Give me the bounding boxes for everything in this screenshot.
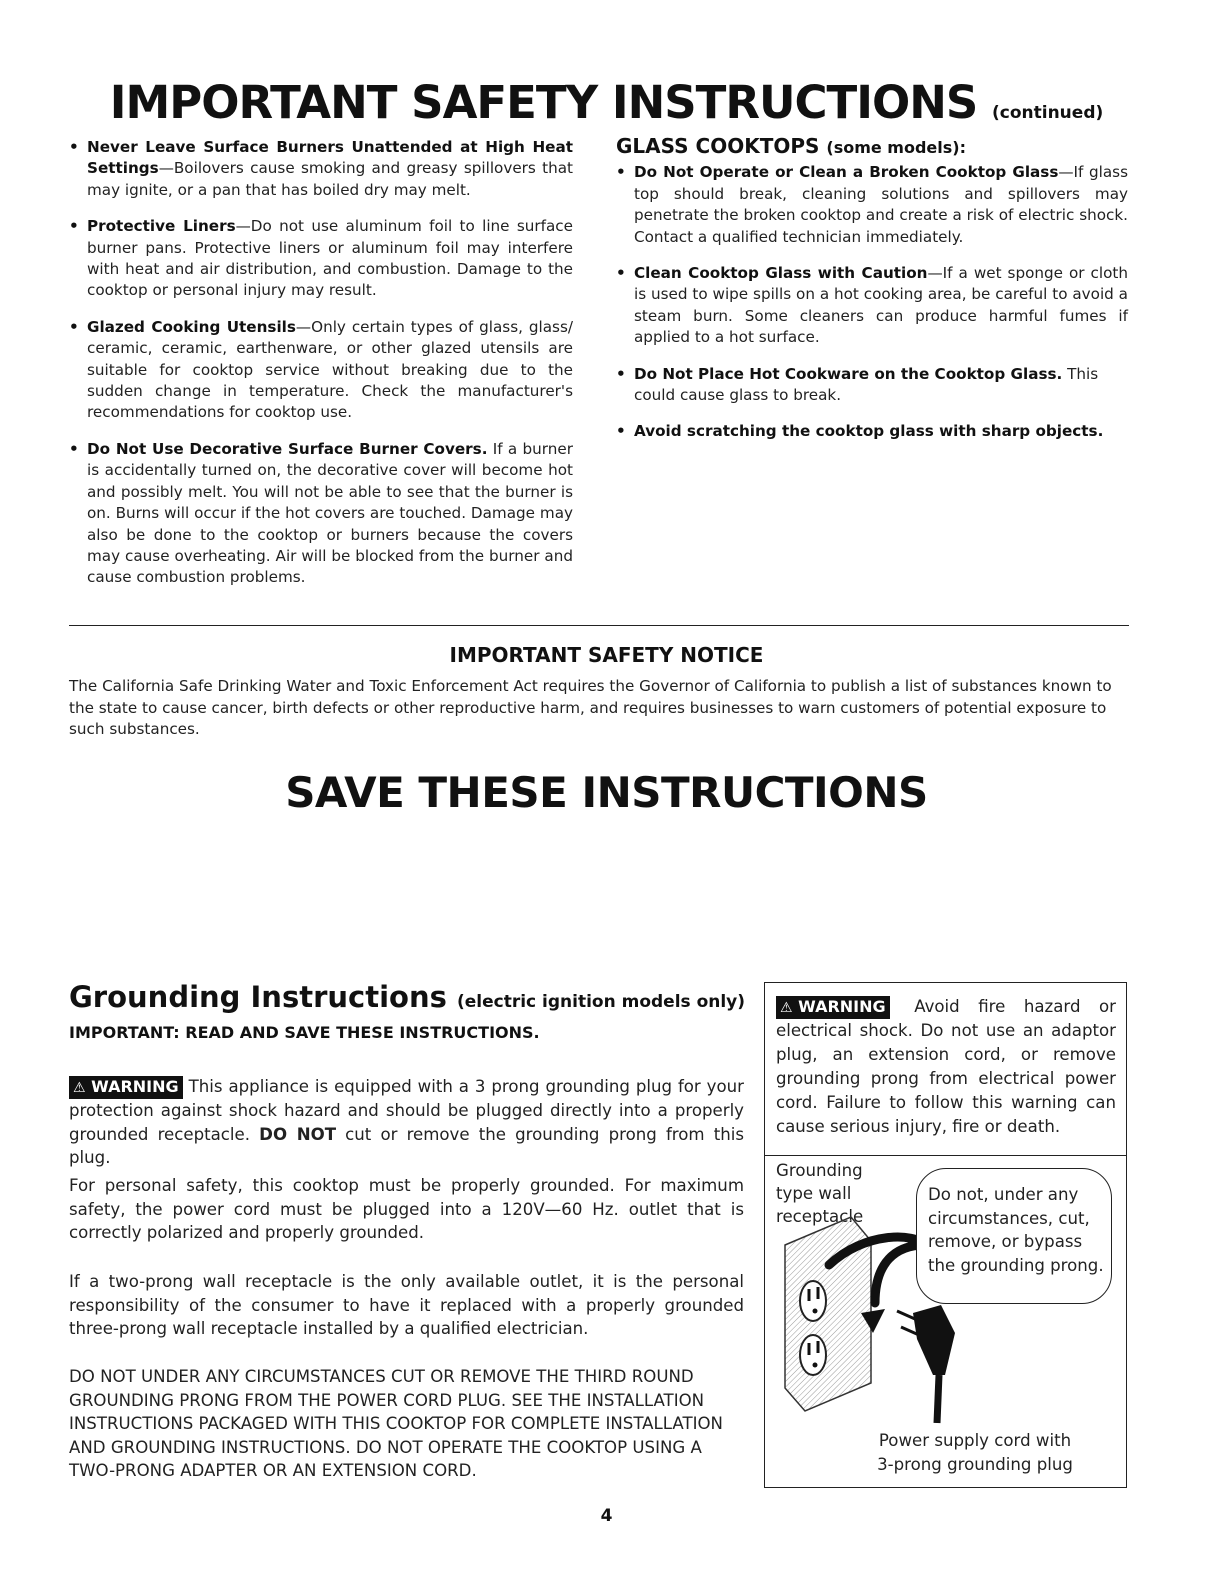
notice-text: The California Safe Drinking Water and Toxic Enforcement Act requires the Governor of California to publish a list of substances known to the state to cause cancer, birth defects or other reproductive harm, and requires businesses to warn customers of potential exposure to such substances. <box>69 677 1112 738</box>
grounding-callout: Do not, under any circumstances, cut, remove, or bypass the grounding prong. <box>916 1168 1112 1304</box>
save-instructions-title: SAVE THESE INSTRUCTIONS <box>285 768 928 817</box>
grounding-paragraph-4: DO NOT UNDER ANY CIRCUMSTANCES CUT OR REMOVE THE THIRD ROUND GROUNDING PRONG FROM THE POWER CORD PLUG. SEE THE INSTALLATION INSTRUCTIONS PACKAGED WITH THIS COOKTOP FOR COMPLETE INSTALLATION AND GROUNDING INSTRUCTIONS. DO NOT OPERATE THE COOKTOP USING A TWO-PRONG ADAPTER OR AN EXTENSION CORD. <box>69 1367 723 1481</box>
warning-box-text: ⚠ WARNING Avoid fire hazard or electrical shock. Do not use an adaptor plug, an extension cord, or remove grounding prong from electrical power cord. Failure to follow this warning can cause serious injury, fire or death. <box>776 997 1117 1136</box>
left-column <box>69 137 573 604</box>
warning-triangle-icon: ⚠ <box>73 1080 86 1096</box>
title-continued: (continued) <box>992 103 1104 123</box>
glass-cooktops-section <box>616 136 1128 458</box>
receptacle-label: Grounding type wall receptacle <box>776 1161 864 1226</box>
glass-item: • Do Not Operate or Clean a Broken Cooktop Glass—If glass top should break, cleaning solutions and spillovers may penetrate the broken cooktop and create a risk of electric shock. Contact a qualified technician immediately. <box>616 162 1128 248</box>
safety-item: • Do Not Use Decorative Surface Burner Covers. If a burner is accidentally turned on, the decorative cover will become hot and possibly melt. You will not be able to see that the burner is on. Burns will occur if the hot covers are touched. Damage may also be done to the cooktop or burners because the covers may cause overheating. Air will be blocked from the burner and cause combustion problems. <box>69 439 573 589</box>
notice-title: IMPORTANT SAFETY NOTICE <box>449 643 764 667</box>
glass-item: • Clean Cooktop Glass with Caution—If a wet sponge or cloth is used to wipe spills on a hot cooking area, be careful to avoid a steam burn. Some cleaners can produce harmful fumes if applied to a hot surface. <box>616 263 1128 349</box>
warning-badge: ⚠ WARNING <box>776 996 890 1019</box>
warning-box <box>764 982 1127 1488</box>
glass-item: • Avoid scratching the cooktop glass with sharp objects. <box>616 421 1128 442</box>
grounding-title: Grounding Instructions (electric ignition models only) <box>69 980 746 1014</box>
figure-caption: Power supply cord with 3-prong grounding plug <box>877 1431 1073 1474</box>
safety-item: • Protective Liners—Do not use aluminum foil to line surface burner pans. Protective liners or aluminum foil may interfere with heat and air distribution, and combustion. Damage to the cooktop or personal injury may result. <box>69 216 573 302</box>
grounding-paragraph-1: ⚠ WARNING This appliance is equipped with a 3 prong grounding plug for your protection against shock hazard and should be plugged directly into a properly grounded receptacle. DO NOT cut or remove the grounding prong from this plug. <box>69 1077 744 1168</box>
section-divider <box>69 625 1129 626</box>
grounding-important: IMPORTANT: READ AND SAVE THESE INSTRUCTIONS. <box>69 1023 540 1042</box>
grounding-paragraph-3: If a two-prong wall receptacle is the only available outlet, it is the personal responsibility of the consumer to have it replaced with a properly grounded three-prong wall receptacle installed by a qualified electrician. <box>69 1272 744 1339</box>
warning-triangle-icon: ⚠ <box>780 1000 793 1016</box>
three-prong-plug-icon <box>897 1305 955 1423</box>
safety-item: • Glazed Cooking Utensils—Only certain types of glass, glass/ ceramic, ceramic, earthenware, or other glazed utensils are suitable for cooktop service without breaking due to the sudden change in temperature. Check the manufacturer's recommendations for cooktop use. <box>69 317 573 424</box>
glass-item: • Do Not Place Hot Cookware on the Cooktop Glass. This could cause glass to break. <box>616 364 1128 407</box>
glass-cooktops-heading: GLASS COOKTOPS (some models): <box>616 134 966 158</box>
safety-item: • Never Leave Surface Burners Unattended at High Heat Settings—Boilovers cause smoking and greasy spillovers that may ignite, or a pan that has boiled dry may melt. <box>69 137 573 201</box>
warning-badge: ⚠ WARNING <box>69 1076 183 1099</box>
title-text: IMPORTANT SAFETY INSTRUCTIONS <box>109 76 978 129</box>
grounding-paragraph-2: For personal safety, this cooktop must be properly grounded. For maximum safety, the power cord must be plugged into a 120V—60 Hz. outlet that is correctly polarized and properly grounded. <box>69 1176 744 1243</box>
page-title <box>0 76 1213 129</box>
page-number: 4 <box>600 1506 613 1526</box>
